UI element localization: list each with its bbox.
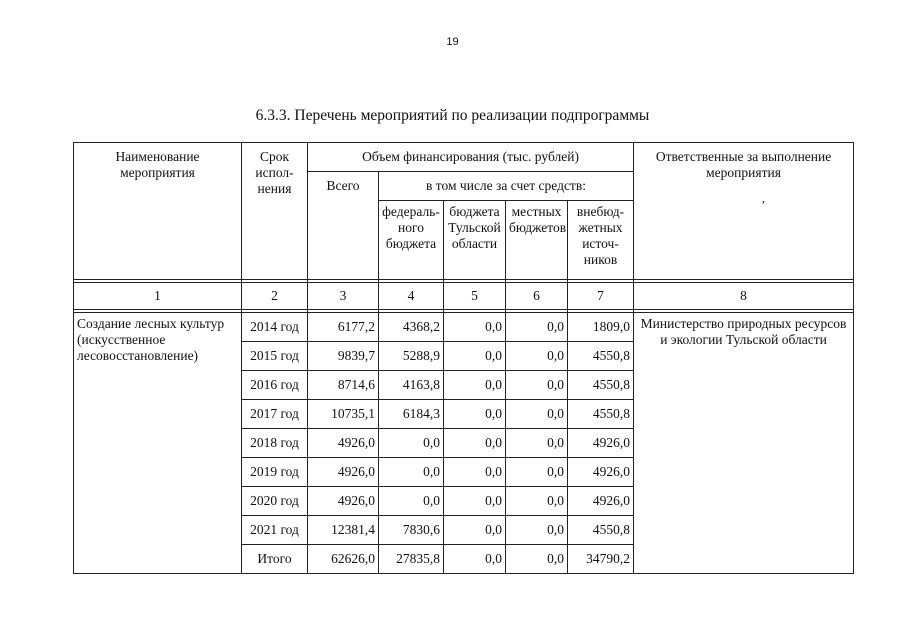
- local-cell: 0,0: [506, 400, 568, 429]
- total-cell: 6177,2: [308, 313, 379, 342]
- column-number: 1: [74, 283, 242, 310]
- extra-cell: 4926,0: [568, 429, 634, 458]
- total-cell: 4926,0: [308, 487, 379, 516]
- column-number: 6: [506, 283, 568, 310]
- regional-cell: 0,0: [444, 545, 506, 574]
- column-number: 3: [308, 283, 379, 310]
- extra-cell: 4926,0: [568, 487, 634, 516]
- header-name: Наименование мероприятия: [74, 143, 242, 280]
- header-federal: федераль-ного бюджета: [379, 201, 444, 280]
- extra-cell: 4550,8: [568, 342, 634, 371]
- total-cell: 8714,6: [308, 371, 379, 400]
- header-responsible: Ответственные за выполнение мероприятия: [634, 143, 854, 280]
- header-local: местных бюджетов: [506, 201, 568, 280]
- local-cell: 0,0: [506, 516, 568, 545]
- regional-cell: 0,0: [444, 429, 506, 458]
- header-term: Срок испол-нения: [242, 143, 308, 280]
- federal-cell: 4368,2: [379, 313, 444, 342]
- federal-cell: 4163,8: [379, 371, 444, 400]
- federal-cell: 0,0: [379, 429, 444, 458]
- column-number-row: [74, 283, 854, 310]
- activity-name: Создание лесных культур (искусственное лесовосстановление): [74, 313, 242, 574]
- federal-cell: 0,0: [379, 458, 444, 487]
- regional-cell: 0,0: [444, 313, 506, 342]
- term-cell: 2016 год: [242, 371, 308, 400]
- term-cell: 2018 год: [242, 429, 308, 458]
- regional-cell: 0,0: [444, 487, 506, 516]
- federal-cell: 6184,3: [379, 400, 444, 429]
- total-cell: 4926,0: [308, 429, 379, 458]
- extra-cell: 4550,8: [568, 400, 634, 429]
- term-cell: 2019 год: [242, 458, 308, 487]
- local-cell: 0,0: [506, 487, 568, 516]
- stray-mark: ,: [762, 191, 765, 205]
- header-row-1: [74, 143, 854, 172]
- local-cell: 0,0: [506, 429, 568, 458]
- extra-cell: 4550,8: [568, 516, 634, 545]
- term-cell: Итого: [242, 545, 308, 574]
- table-row: [74, 313, 854, 342]
- page-number: 19: [446, 36, 459, 48]
- term-cell: 2015 год: [242, 342, 308, 371]
- total-cell: 9839,7: [308, 342, 379, 371]
- local-cell: 0,0: [506, 458, 568, 487]
- column-number: 8: [634, 283, 854, 310]
- federal-cell: 7830,6: [379, 516, 444, 545]
- extra-cell: 1809,0: [568, 313, 634, 342]
- federal-cell: 0,0: [379, 487, 444, 516]
- federal-cell: 27835,8: [379, 545, 444, 574]
- document-title: 6.3.3. Перечень мероприятий по реализации подпрограммы: [255, 107, 650, 124]
- responsible-cell: Министерство природных ресурсов и экологии Тульской области: [634, 313, 854, 574]
- local-cell: 0,0: [506, 313, 568, 342]
- term-cell: 2020 год: [242, 487, 308, 516]
- federal-cell: 5288,9: [379, 342, 444, 371]
- total-cell: 62626,0: [308, 545, 379, 574]
- regional-cell: 0,0: [444, 400, 506, 429]
- extra-cell: 4550,8: [568, 371, 634, 400]
- regional-cell: 0,0: [444, 458, 506, 487]
- term-cell: 2021 год: [242, 516, 308, 545]
- extra-cell: 4926,0: [568, 458, 634, 487]
- header-regional: бюджета Тульской области: [444, 201, 506, 280]
- local-cell: 0,0: [506, 342, 568, 371]
- column-number: 5: [444, 283, 506, 310]
- header-including: в том числе за счет средств:: [379, 172, 634, 201]
- total-cell: 12381,4: [308, 516, 379, 545]
- local-cell: 0,0: [506, 545, 568, 574]
- total-cell: 4926,0: [308, 458, 379, 487]
- column-number: 7: [568, 283, 634, 310]
- total-cell: 10735,1: [308, 400, 379, 429]
- column-number: 4: [379, 283, 444, 310]
- activities-table: [73, 142, 854, 574]
- local-cell: 0,0: [506, 371, 568, 400]
- header-funding: Объем финансирования (тыс. рублей): [308, 143, 634, 172]
- header-extra: внебюд-жетных источ-ников: [568, 201, 634, 280]
- header-total: Всего: [308, 172, 379, 280]
- column-number: 2: [242, 283, 308, 310]
- term-cell: 2017 год: [242, 400, 308, 429]
- regional-cell: 0,0: [444, 371, 506, 400]
- regional-cell: 0,0: [444, 516, 506, 545]
- term-cell: 2014 год: [242, 313, 308, 342]
- extra-cell: 34790,2: [568, 545, 634, 574]
- regional-cell: 0,0: [444, 342, 506, 371]
